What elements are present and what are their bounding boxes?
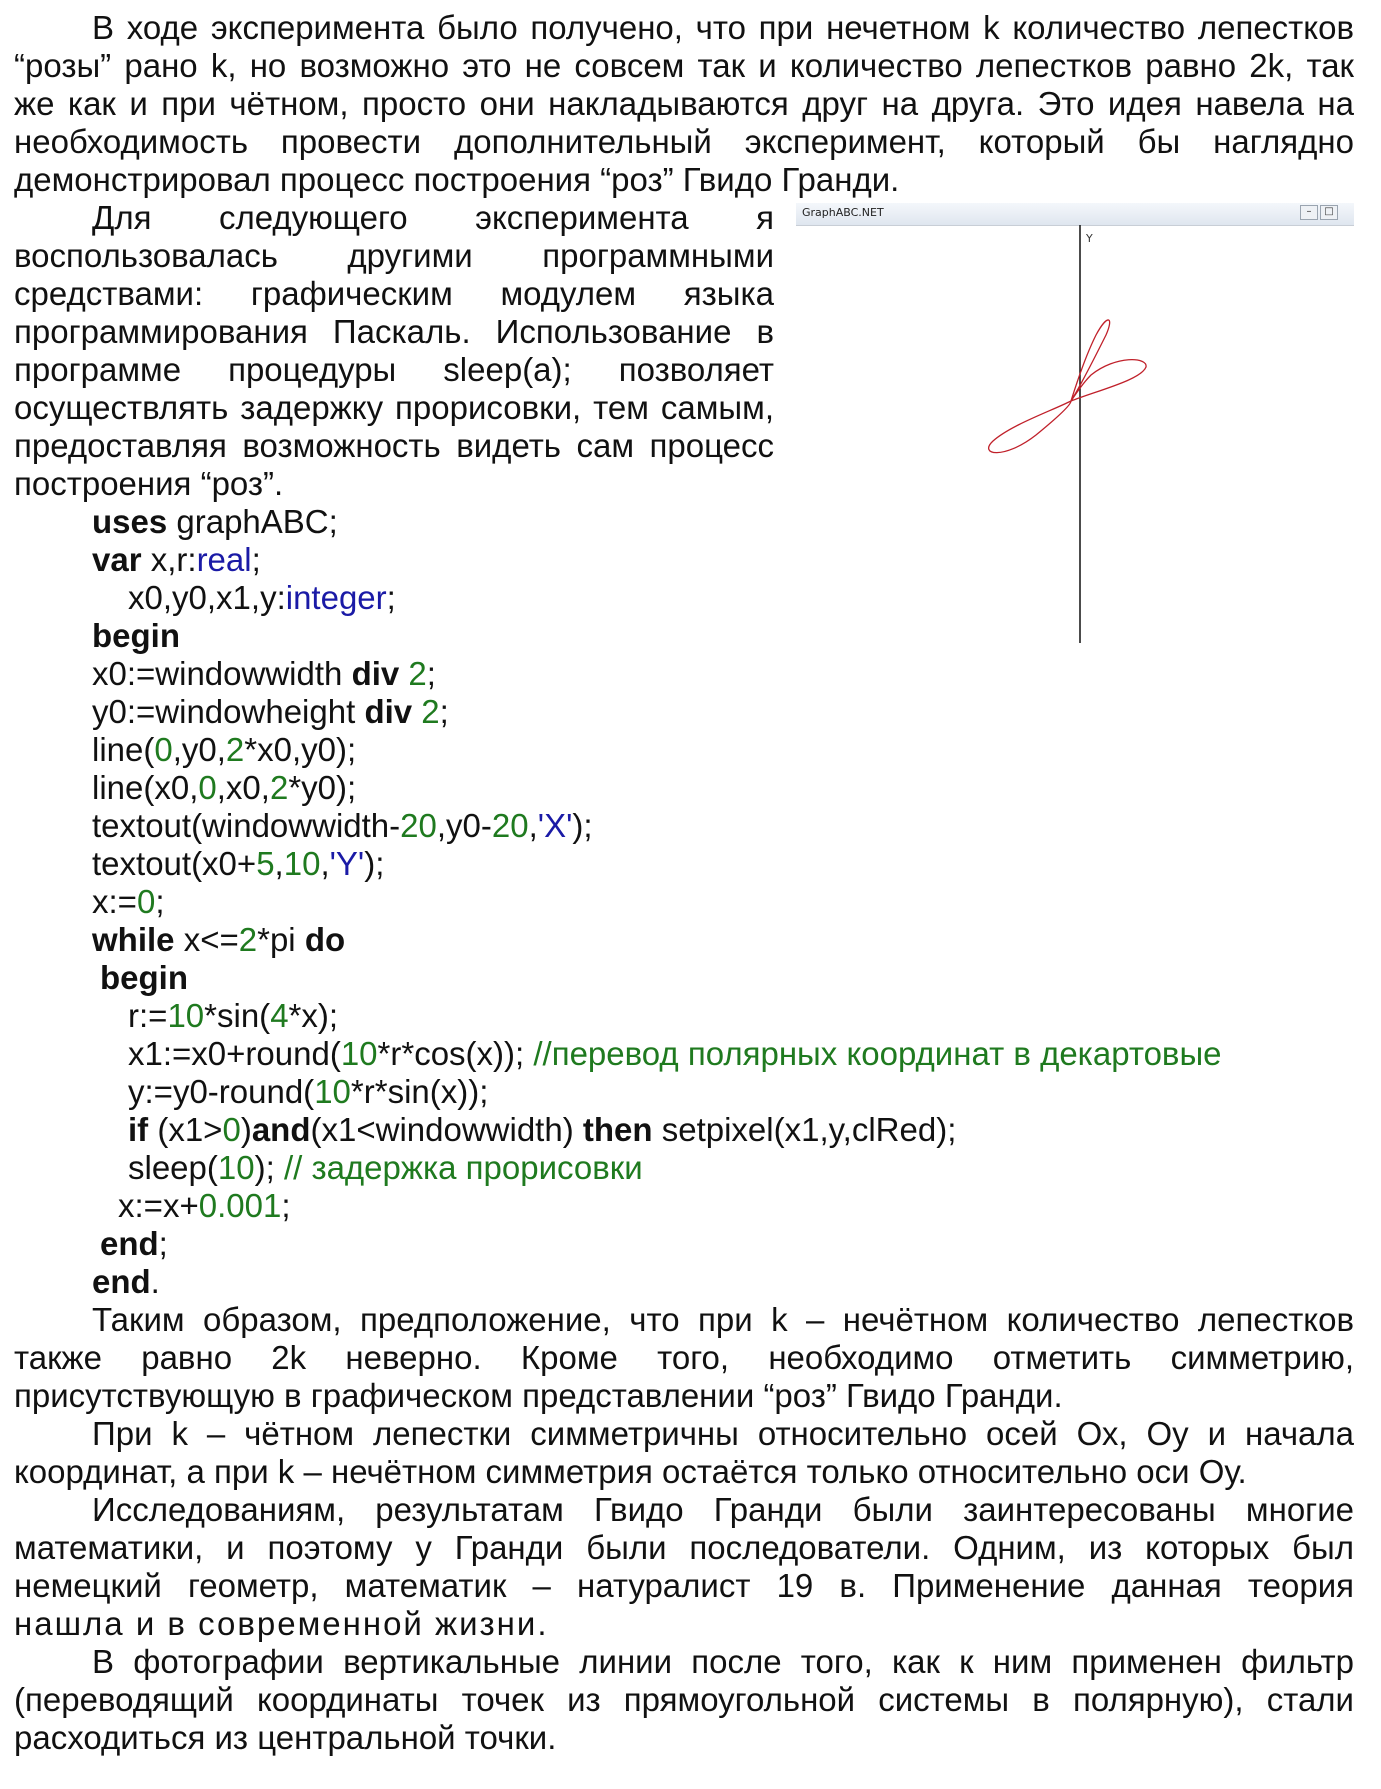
text-line: также равно 2k неверно. Кроме того, необходимо отметить симметрию, xyxy=(14,1339,1354,1376)
code-line: y0:=windowheight div 2; xyxy=(92,693,449,730)
graph-canvas xyxy=(796,225,1354,643)
text-line: В ходе эксперимента было получено, что при нечетном k количество лепестков xyxy=(92,9,1354,46)
code-line: line(x0,0,x0,2*y0); xyxy=(92,769,357,806)
text-line: построения “роз”. xyxy=(14,465,284,502)
text-line: При k – чётном лепестки симметричны относительно осей Ох, Оу и начала xyxy=(92,1415,1354,1452)
code-line: begin xyxy=(100,959,188,996)
window-titlebar xyxy=(796,203,1354,226)
text-line: немецкий геометр, математик – натуралист 19 в. Применение данная теория xyxy=(14,1567,1354,1604)
code-line: r:=10*sin(4*x); xyxy=(128,997,339,1034)
text-line: необходимость провести дополнительный эксперимент, который бы наглядно xyxy=(14,123,1354,160)
code-line: uses graphABC; xyxy=(92,503,338,540)
graphabc-window-screenshot xyxy=(796,203,1354,643)
text-line: же как и при чётном, просто они накладываются друг на друга. Это идея навела на xyxy=(14,85,1354,122)
text-line: осуществлять задержку прорисовки, тем самым, xyxy=(14,389,774,426)
text-line: Исследованиям, результатам Гвидо Гранди были заинтересованы многие xyxy=(92,1491,1354,1528)
text-line: Таким образом, предположение, что при k – нечётном количество лепестков xyxy=(92,1301,1354,1338)
text-line: предоставляя возможность видеть сам процесс xyxy=(14,427,774,464)
maximize-icon: □ xyxy=(1320,205,1338,220)
text-line: координат, а при k – нечётном симметрия остаётся только относительно оси Оу. xyxy=(14,1453,1247,1490)
code-line: begin xyxy=(92,617,180,654)
text-line: расходиться из центральной точки. xyxy=(14,1719,557,1756)
text-line: В фотографии вертикальные линии после того, как к ним применен фильтр xyxy=(92,1643,1354,1680)
text-line: воспользовалась другими программными xyxy=(14,237,774,274)
code-line: var x,r:real; xyxy=(92,541,261,578)
text-line: (переводящий координаты точек из прямоугольной системы в полярную), стали xyxy=(14,1681,1354,1718)
code-line: x:=x+0.001; xyxy=(118,1187,291,1224)
code-line: x0,y0,x1,y:integer; xyxy=(128,579,396,616)
axis-label-y: Y xyxy=(1086,232,1093,245)
code-line: x0:=windowwidth div 2; xyxy=(92,655,436,692)
text-line: “розы” рано k, но возможно это не совсем так и количество лепестков равно 2k, так xyxy=(14,47,1354,84)
text-line: программе процедуры sleep(a); позволяет xyxy=(14,351,774,388)
window-title: GraphABC.NET xyxy=(802,206,884,219)
code-line: x:=0; xyxy=(92,883,165,920)
text-line: средствами: графическим модулем языка xyxy=(14,275,774,312)
rose-curve xyxy=(989,320,1146,453)
code-line: line(0,y0,2*x0,y0); xyxy=(92,731,357,768)
text-line: нашла и в современной жизни. xyxy=(14,1605,549,1642)
code-line: textout(windowwidth-20,y0-20,'X'); xyxy=(92,807,593,844)
text-line: Для следующего эксперимента я xyxy=(92,199,774,236)
code-line: while x<=2*pi do xyxy=(92,921,346,958)
code-line: sleep(10); // задержка прорисовки xyxy=(128,1149,643,1186)
code-line: if (x1>0)and(x1<windowwidth) then setpixel(x1,y,clRed); xyxy=(128,1111,957,1148)
text-line: демонстрировал процесс построения “роз” Гвидо Гранди. xyxy=(14,161,900,198)
text-line: присутствующую в графическом представлении “роз” Гвидо Гранди. xyxy=(14,1377,1063,1414)
code-line: y:=y0-round(10*r*sin(x)); xyxy=(128,1073,489,1110)
code-line: textout(x0+5,10,'Y'); xyxy=(92,845,385,882)
code-line: end; xyxy=(100,1225,168,1262)
text-line: математики, и поэтому у Гранди были последователи. Одним, из которых был xyxy=(14,1529,1354,1566)
code-line: x1:=x0+round(10*r*cos(x)); //перевод полярных координат в декартовые xyxy=(128,1035,1222,1072)
code-line: end. xyxy=(92,1263,160,1300)
minimize-icon: – xyxy=(1300,205,1318,220)
text-line: программирования Паскаль. Использование в xyxy=(14,313,774,350)
